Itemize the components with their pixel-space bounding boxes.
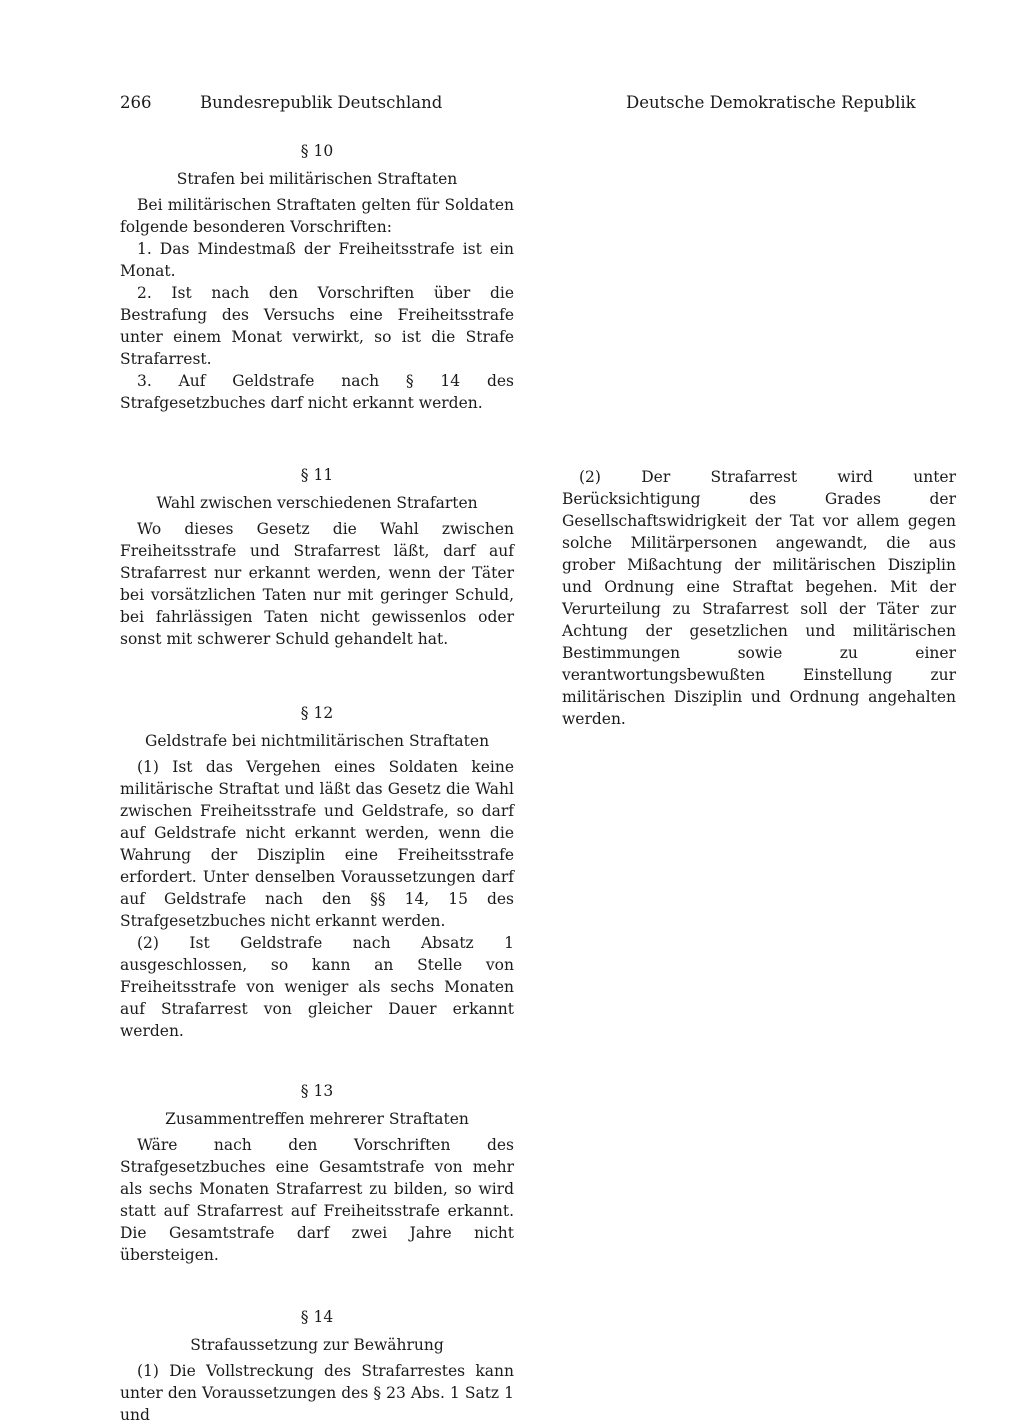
section-title: Strafaussetzung zur Bewährung bbox=[190, 1336, 444, 1354]
paragraph: (1) Ist das Vergehen eines Soldaten keine militärische Straftat und läßt das Gesetz die Wahl zwischen Freiheitsstrafe und Geldstrafe, so darf auf Geldstrafe nicht erkannt werden, wenn die Wahrung der Disziplin eine Freiheitsstrafe erfordert. Unter denselben Voraussetzungen darf auf Geldstrafe nach den §§ 14, 15 des Strafgesetzbuches nicht erkannt werden. bbox=[120, 758, 514, 930]
page-number: 266 bbox=[120, 93, 152, 112]
paragraph: 2. Ist nach den Vorschriften über die Bestrafung des Versuchs eine Freiheitsstrafe unter einem Monat verwirkt, so ist die Strafe Strafarrest. bbox=[120, 284, 514, 368]
section-title: Geldstrafe bei nichtmilitärischen Straftaten bbox=[144, 732, 490, 750]
running-head-right: Deutsche Demokratische Republik bbox=[626, 93, 916, 112]
paragraph: Bei militärischen Straftaten gelten für Soldaten folgende besonderen Vorschriften: bbox=[120, 196, 514, 236]
section-14 bbox=[120, 1306, 514, 1426]
section-title: Strafen bei militärischen Straftaten bbox=[176, 170, 458, 188]
section-12 bbox=[120, 702, 514, 1042]
left-column bbox=[120, 140, 514, 1426]
section-number: § 12 bbox=[300, 704, 334, 722]
paragraph: (1) Die Vollstreckung des Strafarrestes kann unter den Voraussetzungen des § 23 Abs. 1 Satz 1 und bbox=[120, 1362, 514, 1424]
section-title: Wahl zwischen verschiedenen Strafarten bbox=[156, 494, 478, 512]
section-13 bbox=[120, 1080, 514, 1266]
paragraph: (2) Der Strafarrest wird unter Berücksichtigung des Grades der Gesellschaftswidrigkeit der Tat vor allem gegen solche Militärpersonen angewandt, die aus grober Mißachtung der militärischen Disziplin und Ordnung eine Straftat begehen. Mit der Verurteilung zu Strafarrest soll der Täter zur Achtung der gesetzlichen und militärischen Bestimmungen sowie zu einer verantwortungsbewußten Einstellung zur militärischen Disziplin und Ordnung angehalten werden. bbox=[562, 468, 956, 728]
right-column bbox=[562, 466, 956, 730]
section-number: § 10 bbox=[300, 142, 334, 160]
section-10 bbox=[120, 140, 514, 414]
section-number: § 14 bbox=[300, 1308, 334, 1326]
paragraph: Wo dieses Gesetz die Wahl zwischen Freiheitsstrafe und Strafarrest läßt, darf auf Strafarrest nur erkannt werden, wenn der Täter bei vorsätzlichen Taten nur mit geringer Schuld, bei fahrlässigen Taten nicht gewissenlos oder sonst mit schwerer Schuld gehandelt hat. bbox=[120, 520, 514, 648]
running-head-left: Bundesrepublik Deutschland bbox=[200, 93, 443, 112]
section-title: Zusammentreffen mehrerer Straftaten bbox=[165, 1110, 469, 1128]
paragraph: Wäre nach den Vorschriften des Strafgesetzbuches eine Gesamtstrafe von mehr als sechs Monaten Strafarrest zu bilden, so wird statt auf Strafarrest auf Freiheitsstrafe erkannt. Die Gesamtstrafe darf zwei Jahre nicht übersteigen. bbox=[120, 1136, 514, 1264]
section-number: § 11 bbox=[300, 466, 334, 484]
paragraph: (2) Ist Geldstrafe nach Absatz 1 ausgeschlossen, so kann an Stelle von Freiheitsstrafe von weniger als sechs Monaten auf Strafarrest von gleicher Dauer erkannt werden. bbox=[120, 934, 514, 1040]
paragraph: 1. Das Mindestmaß der Freiheitsstrafe ist ein Monat. bbox=[120, 240, 514, 280]
section-number: § 13 bbox=[300, 1082, 334, 1100]
section-11 bbox=[120, 464, 514, 650]
paragraph: 3. Auf Geldstrafe nach § 14 des Strafgesetzbuches darf nicht erkannt werden. bbox=[120, 372, 514, 412]
